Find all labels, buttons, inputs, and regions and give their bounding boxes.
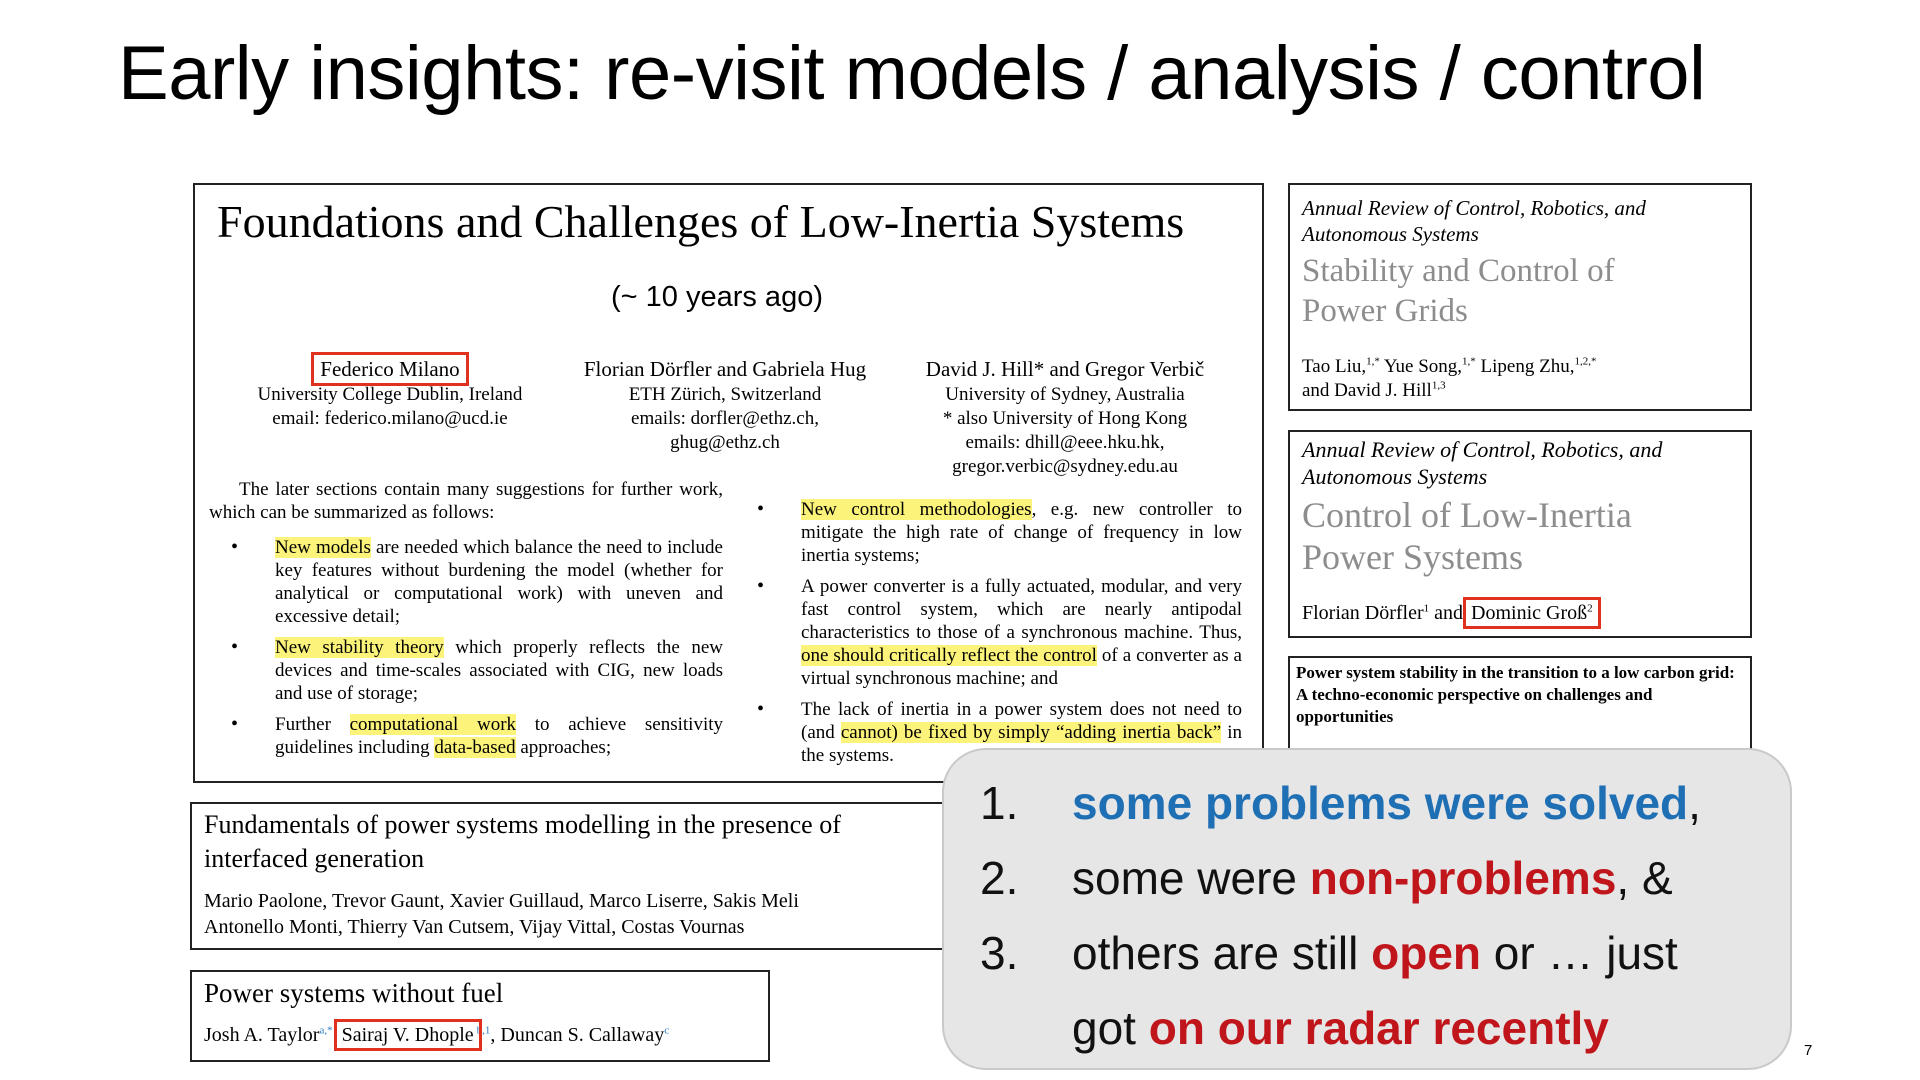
author-name-dhople: Sairaj V. Dhople	[339, 1024, 477, 1046]
paper1-title: Foundations and Challenges of Low-Inertia Systems	[217, 196, 1185, 247]
bullet-new-stability-theory: • New stability theory which properly reflects the new devices and time-scales associated with CIG, new loads and use of storage;	[231, 636, 723, 704]
author-affil: University College Dublin, Ireland	[257, 384, 523, 405]
paper-fundamentals-modelling	[190, 802, 1010, 950]
bullet-new-control-methodologies: • New control methodologies, e.g. new controller to mitigate the high rate of change of frequency in low inertia systems;	[757, 498, 1242, 566]
paper2-title-line1: Stability and Control of	[1302, 253, 1615, 289]
paper1-intro: The later sections contain many suggestions for further work, which can be summarized as follows:	[209, 479, 723, 523]
author-affil: University of Sydney, Australia	[945, 384, 1185, 405]
bullet-computational-work: • Further computational work to achieve sensitivity guidelines including data-based approaches;	[231, 713, 724, 758]
paper2-authors: Tao Liu,$^{1,*}$ Yue Song,$^{1,*}$ Lipeng Zhu,$^{1,2,*}$ and David J. Hill$^{1,3}$	[1302, 355, 1597, 401]
author-email: email: federico.milano@ucd.ie	[272, 408, 508, 429]
author-name-gross: Dominic Groß$^2$	[1468, 602, 1596, 624]
slide-title: Early insights: re-visit models / analysis / control	[118, 31, 1706, 116]
paper5-title-line2: interfaced generation	[204, 844, 425, 873]
author-email: emails: dorfler@ethz.ch,	[631, 408, 819, 429]
bullet-lack-of-inertia: • The lack of inertia in a power system does not need to (and cannot) be fixed by simply “adding inertia back” in the systems.	[757, 698, 1243, 766]
bullet-power-converter: • A power converter is a fully actuated, modular, and very fast control system, which are nearly antipodal characteristics to those of a synchronous machine. Thus, one should critically reflect the control of a converter as a virtual synchronous machine; and	[757, 575, 1242, 689]
paper6-title: Power systems without fuel	[204, 978, 504, 1008]
author-email: emails: dhill@eee.hku.hk,	[965, 432, 1165, 453]
paper6-authors: Josh A. Taylor$^{a,*}$ Sairaj V. Dhople $^{b,1}$, Duncan S. Callaway$^c$	[204, 1024, 670, 1046]
author-name: Florian Dörfler and Gabriela Hug	[583, 357, 867, 381]
paper5-authors-line1: Mario Paolone, Trevor Gaunt, Xavier Guillaud, Marco Liserre, Sakis Meli	[204, 890, 799, 912]
author-name-milano: Federico Milano	[316, 357, 463, 381]
paper-stability-control-power-grids	[1288, 183, 1752, 411]
author-block-hill-verbic	[895, 357, 1235, 479]
author-affil: * also University of Hong Kong	[942, 408, 1188, 429]
page-number: 7	[1804, 1042, 1813, 1059]
paper1-left-column	[209, 478, 723, 767]
paper2-title-line2: Power Grids	[1302, 293, 1468, 329]
bullet-new-models: • New models are needed which balance the need to include key features without burdening the model (whether for analytical or computational work) with uneven and excessive detail;	[231, 536, 723, 627]
author-email: ghug@ethz.ch	[670, 432, 780, 453]
paper-foundations-challenges	[193, 183, 1264, 783]
paper-control-low-inertia-power-systems	[1288, 430, 1752, 638]
paper4-title: Power system stability in the transition to a low carbon grid: A techno-economic perspective on challenges and opportunities	[1296, 663, 1735, 726]
paper3-journal: Annual Review of Control, Robotics, and Autonomous Systems	[1302, 437, 1663, 489]
paper5-authors-line2: Antonello Monti, Thierry Van Cutsem, Vijay Vittal, Costas Vournas	[204, 916, 745, 938]
paper3-authors: Florian Dörfler$^1$ and Dominic Groß$^2$	[1302, 602, 1596, 625]
paper-power-systems-without-fuel	[190, 970, 770, 1062]
paper1-right-column	[735, 498, 1242, 775]
paper1-note: (~ 10 years ago)	[611, 281, 823, 313]
author-block-dorfler-hug	[555, 357, 895, 455]
takeaways-callout: 1. some problems were solved, 2. some were non-problems, & 3. others are still open or … just got on our radar recently	[942, 748, 1792, 1070]
author-affil: ETH Zürich, Switzerland	[628, 384, 822, 405]
author-name: David J. Hill* and Gregor Verbič	[925, 357, 1205, 381]
author-block-milano	[235, 357, 545, 431]
paper2-journal: Annual Review of Control, Robotics, and Autonomous Systems	[1302, 196, 1646, 246]
author-email: gregor.verbic@sydney.edu.au	[952, 456, 1178, 477]
paper5-title-line1: Fundamentals of power systems modelling in the presence of	[204, 810, 841, 839]
paper3-title-line2: Power Systems	[1302, 537, 1524, 577]
paper3-title-line1: Control of Low-Inertia	[1302, 495, 1632, 535]
paper-stability-low-carbon-grid	[1288, 656, 1752, 760]
